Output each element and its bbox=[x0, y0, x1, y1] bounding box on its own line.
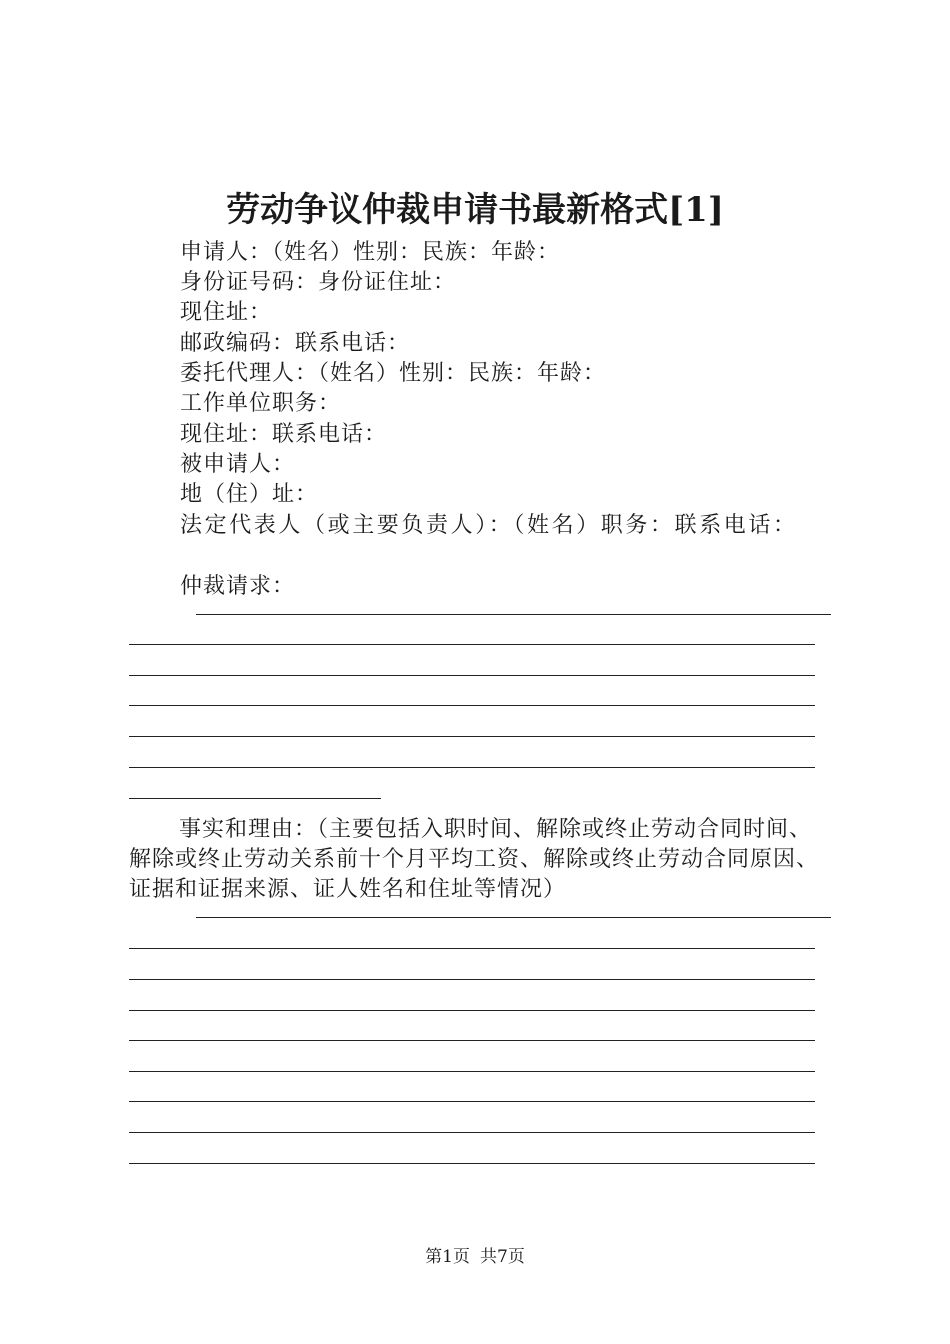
page-footer bbox=[0, 1242, 950, 1267]
facts-blank-line bbox=[129, 979, 815, 980]
facts-blank-line bbox=[129, 948, 815, 949]
facts-blank-line bbox=[129, 1071, 815, 1072]
agent-address-line: 现住址：联系电话： bbox=[180, 422, 388, 447]
legal-representative-line: 法定代表人（或主要负责人）：（姓名）职务：联系电话： bbox=[180, 513, 798, 538]
page-total: 共7页 bbox=[480, 1247, 525, 1267]
page-number: 第1页 bbox=[425, 1247, 470, 1267]
claims-blank-line bbox=[129, 798, 381, 799]
facts-blank-line bbox=[129, 1040, 815, 1041]
facts-blank-line bbox=[129, 1010, 815, 1011]
claims-label: 仲裁请求： bbox=[180, 574, 296, 599]
claims-blank-line bbox=[129, 736, 815, 737]
claims-blank-line bbox=[196, 614, 831, 615]
agent-line: 委托代理人：（姓名）性别：民族：年龄： bbox=[180, 361, 607, 386]
facts-blank-line bbox=[129, 1163, 815, 1164]
postal-code-line: 邮政编码：联系电话： bbox=[180, 331, 411, 356]
claims-blank-line bbox=[129, 767, 815, 768]
claims-blank-line bbox=[129, 644, 815, 645]
applicant-line: 申请人：（姓名）性别：民族：年龄： bbox=[180, 240, 561, 265]
facts-blank-line bbox=[129, 1132, 815, 1133]
facts-blank-line bbox=[196, 917, 831, 918]
facts-blank-line bbox=[129, 1101, 815, 1102]
facts-and-reasons-paragraph: 事实和理由：（主要包括入职时间、解除或终止劳动合同时间、解除或终止劳动关系前十个月平均工资、解除或终止劳动合同原因、证据和证据来源、证人姓名和住址等情况） bbox=[129, 817, 820, 902]
document-title: 劳动争议仲裁申请书最新格式[1] bbox=[226, 190, 724, 230]
respondent-line: 被申请人： bbox=[180, 452, 296, 477]
work-unit-line: 工作单位职务： bbox=[180, 391, 342, 416]
id-number-line: 身份证号码：身份证住址： bbox=[180, 270, 457, 295]
claims-blank-line bbox=[129, 705, 815, 706]
current-address-line: 现住址： bbox=[180, 300, 273, 325]
respondent-address-line: 地（住）址： bbox=[180, 482, 319, 507]
claims-blank-line bbox=[129, 675, 815, 676]
